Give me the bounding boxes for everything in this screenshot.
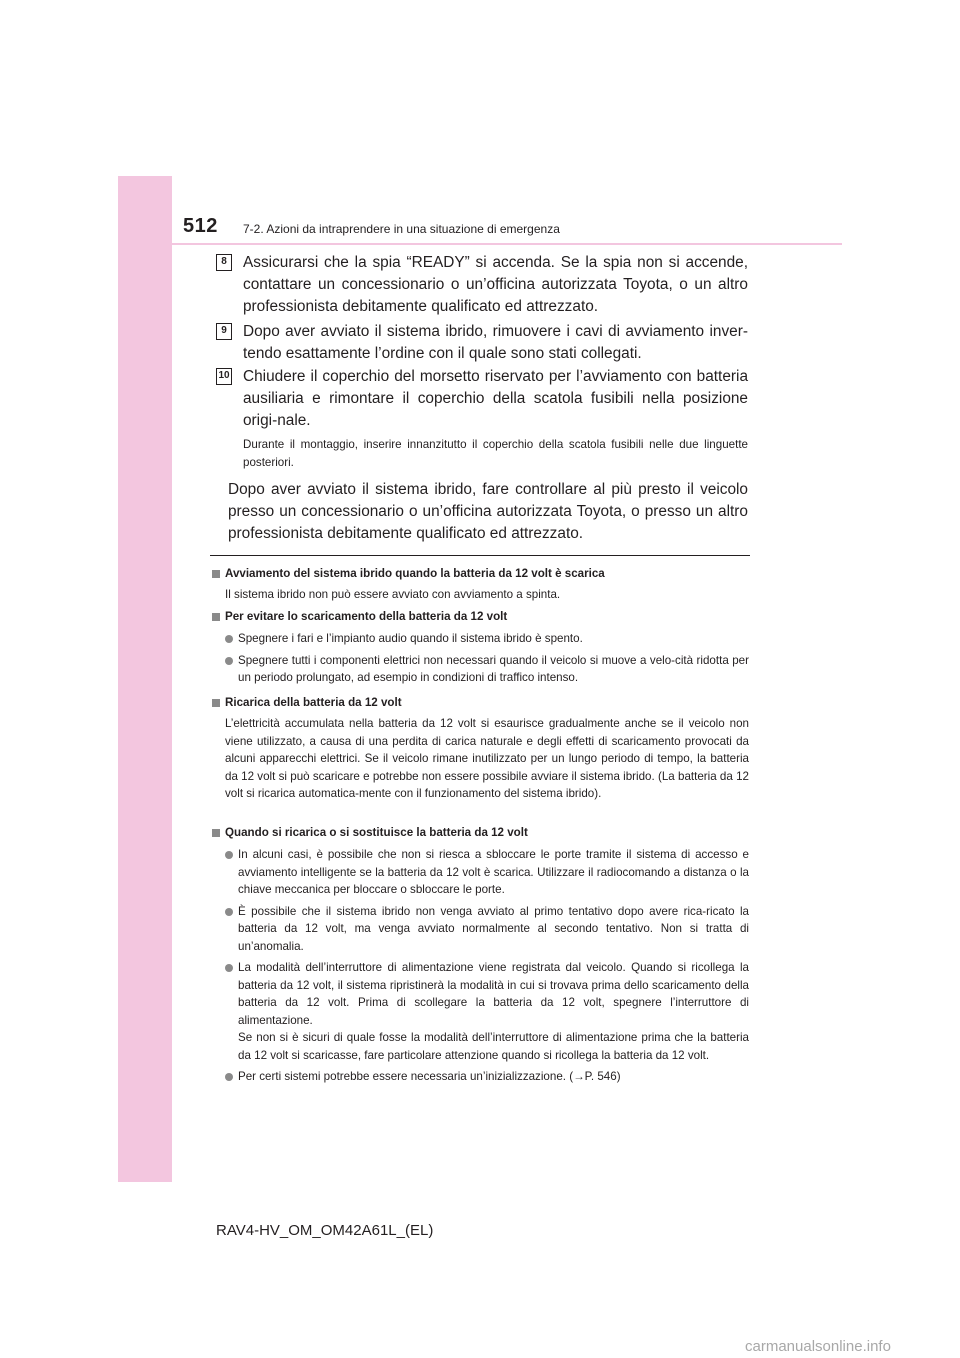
square-bullet-icon [212,613,220,621]
round-bullet-icon [225,964,233,972]
section-heading: Avviamento del sistema ibrido quando la batteria da 12 volt è scarica [212,565,749,583]
square-bullet-icon [212,829,220,837]
list-item: Per certi sistemi potrebbe essere necessaria un’inizializzazione. (→P. 546) [212,1068,749,1086]
section-body: L’elettricità accumulata nella batteria da 12 volt si esaurisce gradualmente anche se il veicolo non viene utilizzato, a causa di una perdita di carica naturale e degli effetti di scaricamento provocati da alcuni apparecchi elettrici. Se il veicolo rimane inutilizzato per un lungo periodo di tempo, la batteria da 12 volt si può scaricare e potrebbe non essere possibile avviare il sistema ibrido. (La batteria da 12 volt si ricarica automatica-mente con il funzionamento del sistema ibrido). [225,717,749,800]
section-divider [210,555,750,556]
section-prevent-discharge [212,608,749,687]
step-10 [216,366,748,432]
list-item: Spegnere tutti i componenti elettrici non necessari quando il veicolo si muove a velo-cità ridotta per un periodo prolungato, ad esempio in condizioni di traffico intenso. [212,652,749,687]
list-item: Spegnere i fari e l’impianto audio quando il sistema ibrido è spento. [212,630,749,648]
step-10-note: Durante il montaggio, inserire innanzitutto il coperchio della scatola fusibili nelle due linguette posteriori. [243,438,748,469]
round-bullet-icon [225,657,233,665]
round-bullet-icon [225,851,233,859]
section-recharge-replace [212,824,749,1086]
section-body: Il sistema ibrido non può essere avviato con avviamento a spinta. [225,588,561,601]
header-rule [172,243,842,245]
section-title: 7-2. Azioni da intraprendere in una situazione di emergenza [243,222,560,236]
list-item: In alcuni casi, è possibile che non si riesca a sbloccare le porte tramite il sistema di accesso e avviamento intelligente se la batteria da 12 volt è scarica. Utilizzare il radiocomando a distanza o la chiave meccanica per bloccare o sbloccare le porte. [212,846,749,899]
round-bullet-icon [225,1073,233,1081]
step-text: Assicurarsi che la spia “READY” si accenda. Se la spia non si accende, contattare un concessionario o un’officina autorizzata Toyota, o un altro professionista debitamente qualificato ed attrezzato. [243,254,748,315]
list-item: La modalità dell’interruttore di alimentazione viene registrata dal veicolo. Quando si ricollega la batteria da 12 volt, il sistema ripristinerà la modalità in cui si trovava prima dello scaricamento della batteria da 12 volt. Prima di scollegare la batteria da 12 volt, spegnere l’interruttore di alimentazione. Se non si è sicuri di quale fosse la modalità dell’interruttore di alimentazione prima che la batteria da 12 volt si scaricasse, fare particolare attenzione quando si ricollega la batteria da 12 volt. [212,959,749,1064]
model-code: RAV4-HV_OM_OM42A61L_(EL) [216,1222,434,1239]
square-bullet-icon [212,570,220,578]
step-9 [216,321,748,365]
list-item: È possibile che il sistema ibrido non venga avviato al primo tentativo dopo avere rica-ricato la batteria da 12 volt, ma venga avviato normalmente al secondo tentativo. Non si tratta di un’anomalia. [212,903,749,956]
step-number-badge: 10 [216,368,232,385]
step-text: Dopo aver avviato il sistema ibrido, rimuovere i cavi di avviamento inver-tendo esattamente l’ordine con il quale sono stati collegati. [243,323,748,362]
round-bullet-icon [225,908,233,916]
step-text: Chiudere il coperchio del morsetto riservato per l’avviamento con batteria ausiliaria e rimontare il coperchio della scatola fusibili nella posizione origi-nale. [243,368,748,429]
section-recharge [212,694,749,803]
step-number-badge: 8 [216,254,232,271]
section-heading: Ricarica della batteria da 12 volt [212,694,749,712]
step-number-badge: 9 [216,323,232,340]
round-bullet-icon [225,635,233,643]
closing-paragraph: Dopo aver avviato il sistema ibrido, fare controllare al più presto il veicolo presso un concessionario o un’officina autorizzata Toyota, o presso un altro professionista debitamente qualificato ed attrezzato. [228,481,748,542]
section-heading: Quando si ricarica o si sostituisce la batteria da 12 volt [212,824,749,842]
section-jump-start [212,565,749,604]
section-heading: Per evitare lo scaricamento della batteria da 12 volt [212,608,749,626]
watermark[interactable]: carmanualsonline.info [745,1338,891,1355]
square-bullet-icon [212,699,220,707]
chapter-sidebar-tab [118,176,172,1182]
step-8 [216,252,748,318]
page-number: 512 [183,215,218,237]
